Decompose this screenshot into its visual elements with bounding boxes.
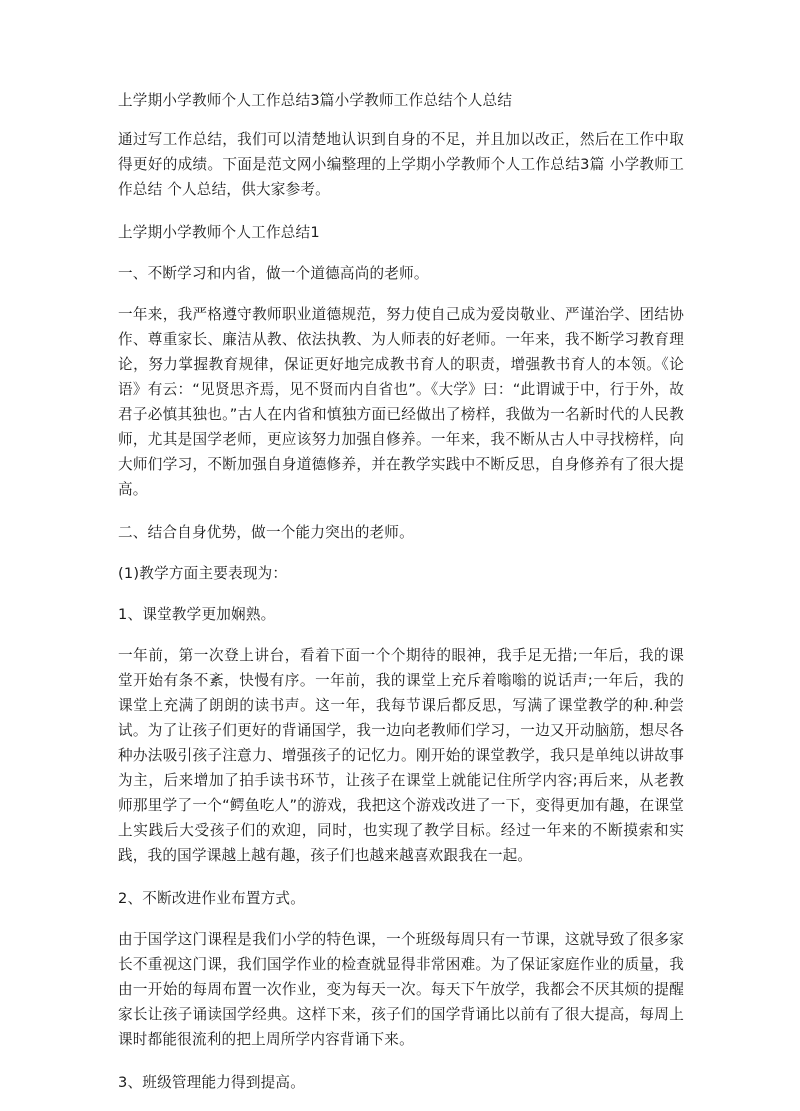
document-title: 上学期小学教师个人工作总结3篇小学教师工作总结个人总结 (118, 92, 513, 109)
part-1-body: 一年来，我严格遵守教师职业道德规范，努力使自己成为爱岗敬业、严谨治学、团结协作、尊重家长、廉洁从教、依法执教、为人师表的好老师。一年来，我不断学习教育理论，努力掌握教育规律，保证更好地完成教书育人的职责，增强教书育人的本领。《论语》有云：“见贤思齐焉，见不贤而内自省也”。《大学》曰：“此谓诚于中，行于外，故君子必慎其独也。”古人在内省和慎独方面已经做出了榜样，我做为一名新时代的人民教师，尤其是国学老师，更应该努力加强自修养。一年来，我不断从古人中寻找榜样，向大师们学习，不断加强自身道德修养，并在教学实践中不断反思，自身修养有了很大提高。 (118, 306, 684, 498)
item-1-body: 一年前，第一次登上讲台，看着下面一个个期待的眼神，我手足无措;一年后，我的课堂开始有条不紊，快慢有序。一年前，我的课堂上充斥着嗡嗡的说话声;一年后，我的课堂上充满了朗朗的读书声。这一年，我每节课后都反思，写满了课堂教学的种.种尝试。为了让孩子们更好的背诵国学，我一边向老教师们学习，一边又开动脑筋，想尽各种办法吸引孩子注意力、增强孩子的记忆力。刚开始的课堂教学，我只是单纯以讲故事为主，后来增加了拍手读书环节，让孩子在课堂上就能记住所学内容;再后来，从老教师那里学了一个“鳄鱼吃人”的游戏，我把这个游戏改进了一下，变得更加有趣，在课堂上实践后大受孩子们的欢迎，同时，也实现了教学目标。经过一年来的不断摸索和实践，我的国学课越上越有趣，孩子们也越来越喜欢跟我在一起。 (118, 647, 684, 864)
part-1-heading: 一、不断学习和内省，做一个道德高尚的老师。 (118, 265, 429, 282)
section-1-title: 上学期小学教师个人工作总结1 (118, 224, 320, 241)
document-page (118, 88, 684, 1111)
item-2-body: 由于国学这门课程是我们小学的特色课，一个班级每周只有一节课，这就导致了很多家长不重视这门课，我们国学作业的检查就显得非常困难。为了保证家庭作业的质量，我由一开始的每周布置一次作业，变为每天一次。每天下午放学，我都会不厌其烦的提醒家长让孩子诵读国学经典。这样下来，孩子们的国学背诵比以前有了很大提高，每周上课时都能很流利的把上周所学内容背诵下来。 (118, 931, 684, 1048)
item-2-heading: 2、不断改进作业布置方式。 (118, 890, 306, 907)
item-1-heading: 1、课堂教学更加娴熟。 (118, 606, 276, 623)
part-2-heading: 二、结合自身优势，做一个能力突出的老师。 (118, 524, 414, 541)
intro-paragraph: 通过写工作总结，我们可以清楚地认识到自身的不足，并且加以改正，然后在工作中取得更好的成绩。下面是范文网小编整理的上学期小学教师个人工作总结3篇 小学教师工作总结 个人总结，供大家参考。 (118, 131, 684, 198)
item-3-heading: 3、班级管理能力得到提高。 (118, 1074, 306, 1091)
part-2-subheading: (1)教学方面主要表现为： (118, 565, 288, 582)
